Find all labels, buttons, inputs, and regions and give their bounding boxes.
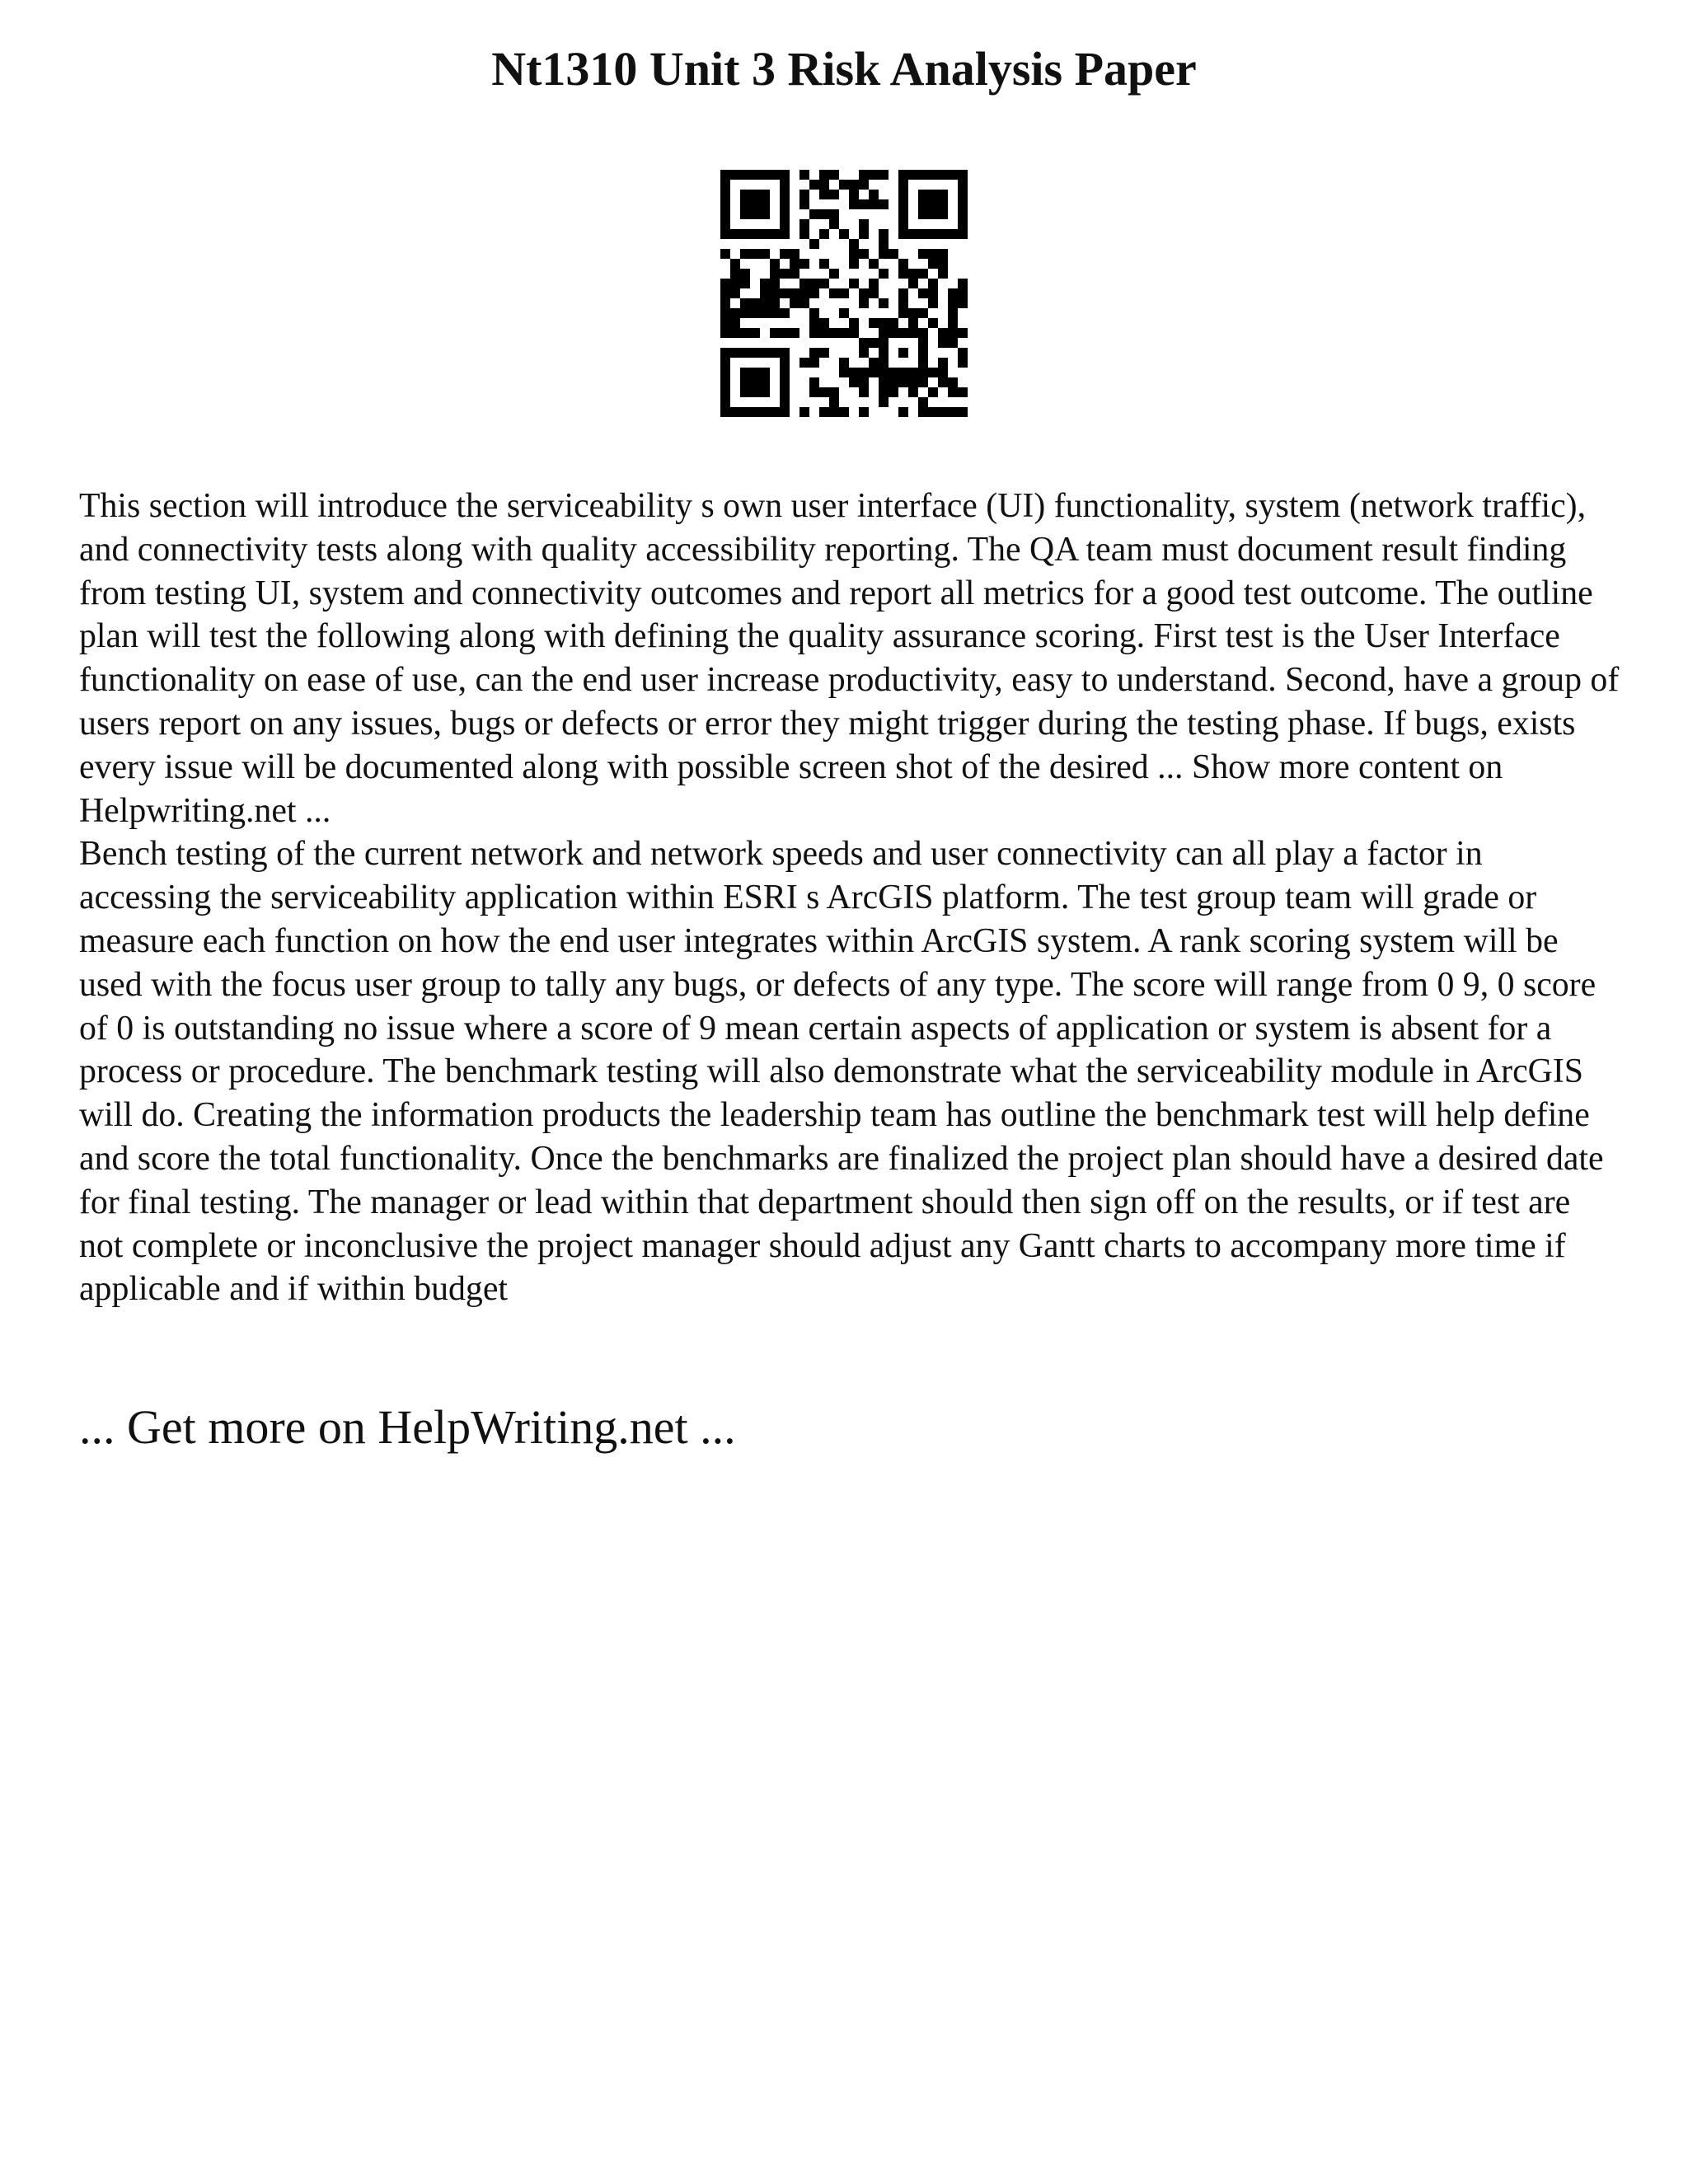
body-paragraph-2: Bench testing of the current network and network speeds and user connectivity can all play a factor in accessing the serviceability application within ESRI s ArcGIS platform. The test group team will grade or measure each function on how the end user integrates within ArcGIS system. A rank scoring system will be used with the focus user group to tally any bugs, or defects of any type. The score will range from 0 9, 0 score of 0 is outstanding no issue where a score of 9 mean certain aspects of application or system is absent for a process or procedure. The benchmark testing will also demonstrate what the serviceability module in ArcGIS will do. Creating the information products the leadership team has outline the benchmark test will help define and score the total functionality. Once the benchmarks are finalized the project plan should have a desired date for final testing. The manager or lead within that department should then sign off on the results, or if test are not complete or inconclusive the project manager should adjust any Gantt charts to accompany more time if applicable and if within budget [79,835,1604,1309]
get-more-link[interactable]: ... Get more on HelpWriting.net ... [79,1400,736,1454]
body-paragraph-1: This section will introduce the serviceability s own user interface (UI) functionality, system (network traffic), and connectivity tests along with quality accessibility reporting. The QA team must document result finding from testing UI, system and connectivity outcomes and report all metrics for a good test outcome. The outline plan will test the following along with defining the quality assurance scoring. First test is the User Interface functionality on ease of use, can the end user increase productivity, easy to understand. Second, have a group of users report on any issues, bugs or defects or error they might trigger during the testing phase. If bugs, exists every issue will be documented along with possible screen shot of the desired ... Show more content on Helpwriting.net ... [79,487,1620,830]
page-title: Nt1310 Unit 3 Risk Analysis Paper [491,42,1197,96]
qr-code-icon [720,170,968,417]
article-body [79,485,1620,1311]
